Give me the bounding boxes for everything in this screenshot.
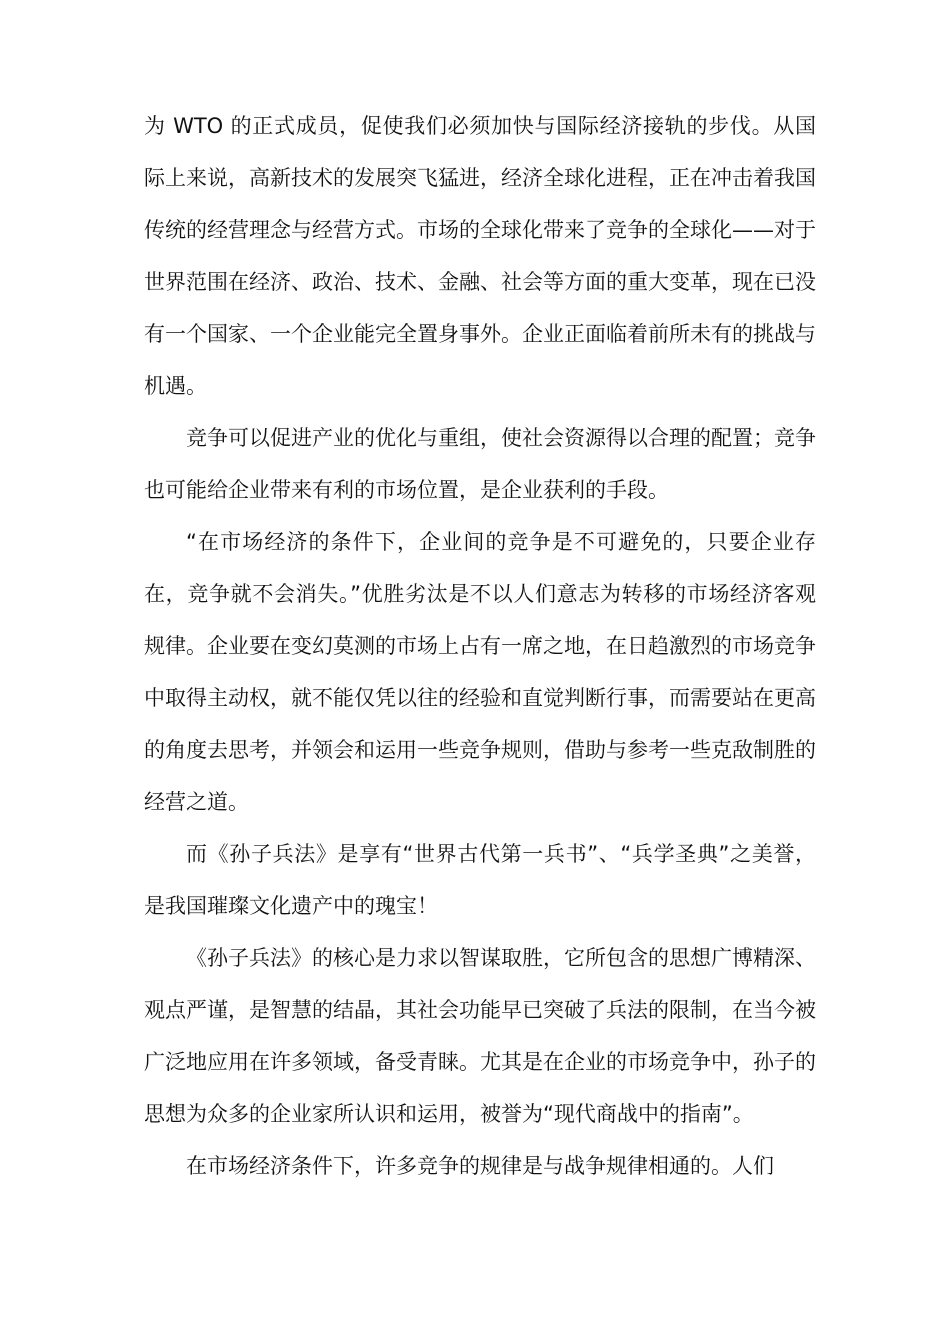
paragraph-4: 而《孙子兵法》是享有“世界古代第一兵书”、“兵学圣典”之美誉，是我国璀璨文化遗产中的瑰宝！ (144, 842, 816, 918)
paragraph-2: 竞争可以促进产业的优化与重组，使社会资源得以合理的配置；竞争也可能给企业带来有利的市场位置，是企业获利的手段。 (144, 426, 816, 502)
document-body (144, 100, 816, 1192)
paragraph-1: 为 WTO 的正式成员，促使我们必须加快与国际经济接轨的步伐。从国际上来说，高新技术的发展突飞猛进，经济全球化进程，正在冲击着我国传统的经营理念与经营方式。市场的全球化带来了竞争的全球化——对于世界范围在经济、政治、技术、金融、社会等方面的重大变革，现在已没有一个国家、一个企业能完全置身事外。企业正面临着前所未有的挑战与机遇。 (144, 114, 816, 398)
paragraph-5: 《孙子兵法》的核心是力求以智谋取胜，它所包含的思想广博精深、观点严谨，是智慧的结晶，其社会功能早已突破了兵法的限制，在当今被广泛地应用在许多领域，备受青睐。尤其是在企业的市场竞争中，孙子的思想为众多的企业家所认识和运用，被誉为“现代商战中的指南”。 (144, 946, 816, 1126)
paragraph-6: 在市场经济条件下，许多竞争的规律是与战争规律相通的。人们 (186, 1154, 774, 1178)
paragraph-3: “在市场经济的条件下，企业间的竞争是不可避免的，只要企业存在，竞争就不会消失。”优胜劣汰是不以人们意志为转移的市场经济客观规律。企业要在变幻莫测的市场上占有一席之地，在日趋激烈的市场竞争中取得主动权，就不能仅凭以往的经验和直觉判断行事，而需要站在更高的角度去思考，并领会和运用一些竞争规则，借助与参考一些克敌制胜的经营之道。 (144, 530, 816, 814)
